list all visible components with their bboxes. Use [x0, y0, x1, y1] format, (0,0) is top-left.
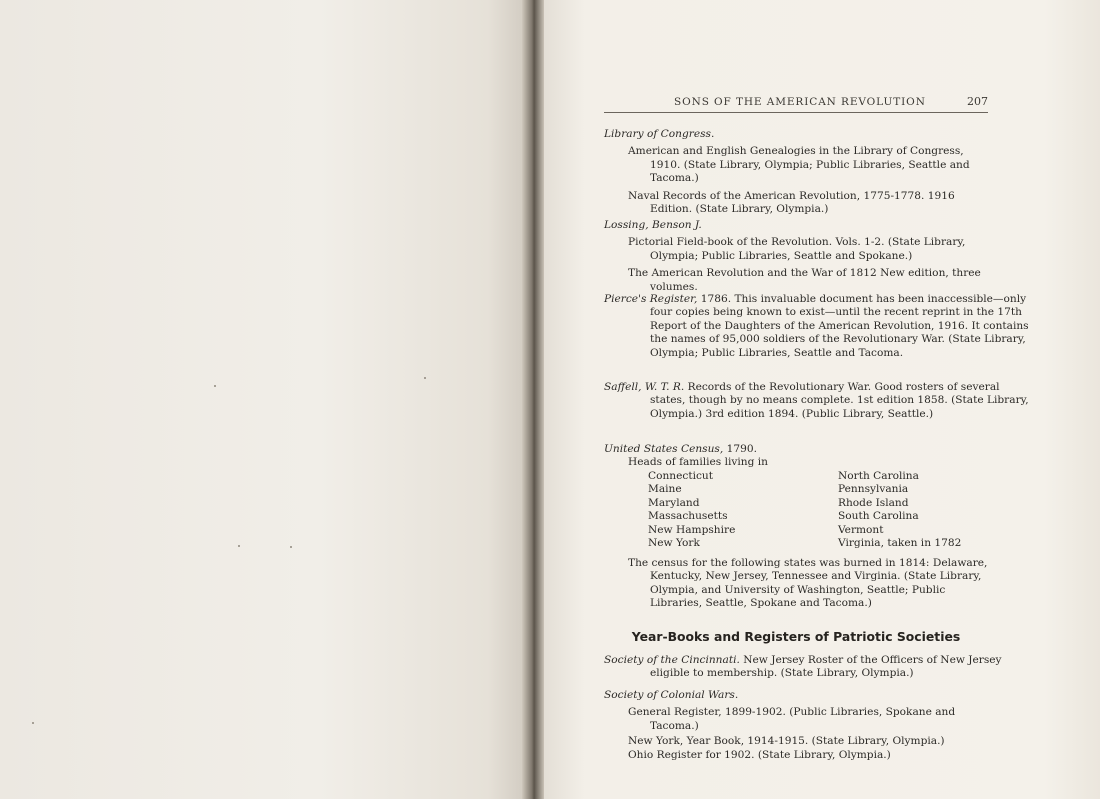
paper-speck	[32, 722, 34, 724]
entry-work: New York, Year Book, 1914-1915. (State Library, Olympia.)	[628, 735, 945, 748]
left-page	[0, 0, 530, 799]
running-head	[604, 94, 988, 113]
state-name: New Hampshire	[648, 523, 736, 536]
book-gutter	[522, 0, 544, 799]
state-name: Maine	[648, 483, 682, 496]
state-name: Virginia, taken in 1782	[838, 536, 962, 549]
paper-speck	[238, 545, 240, 547]
state-column-left	[648, 470, 735, 550]
entry-author: Society of the Cincinnati.	[604, 654, 740, 666]
paper-speck	[214, 385, 216, 387]
running-head-title: SONS OF THE AMERICAN REVOLUTION	[674, 96, 926, 108]
bibliography-entry	[604, 293, 1034, 360]
bibliography-entry	[604, 219, 988, 294]
entry-work: The American Revolution and the War of 1812 New edition, three volumes.	[628, 267, 981, 293]
bibliography-entry	[604, 381, 1034, 421]
page-number: 207	[967, 95, 988, 108]
state-name: Connecticut	[648, 470, 713, 482]
state-name: North Carolina	[838, 470, 919, 482]
entry-author: United States Census,	[604, 443, 724, 455]
state-name: Pennsylvania	[838, 483, 909, 496]
entry-work: Pictorial Field-book of the Revolution. Vols. 1-2. (State Library, Olympia; Public Libraries, Seattle and Spokane.)	[628, 236, 966, 262]
state-name: South Carolina	[838, 510, 919, 523]
entry-author: Lossing, Benson J.	[604, 219, 702, 231]
state-name: New York	[648, 536, 700, 549]
state-name: Massachusetts	[648, 510, 728, 523]
entry-author: Library of Congress.	[604, 128, 715, 140]
entry-text: 1790.	[726, 443, 757, 455]
census-intro: Heads of families living in	[628, 456, 768, 469]
entry-work: Ohio Register for 1902. (State Library, Olympia.)	[628, 748, 891, 761]
bibliography-entry	[604, 689, 988, 762]
state-column-right	[838, 470, 961, 550]
bibliography-entry	[604, 443, 988, 470]
bibliography-entry	[604, 654, 1034, 681]
paper-speck	[290, 546, 292, 548]
entry-author: Pierce's Register,	[604, 293, 698, 305]
entry-work: General Register, 1899-1902. (Public Libraries, Spokane and Tacoma.)	[628, 706, 956, 732]
entry-author: Society of Colonial Wars.	[604, 689, 739, 701]
state-name: Rhode Island	[838, 496, 909, 509]
census-note	[604, 557, 988, 611]
entry-text: New Jersey Roster of the Officers of New Jersey eligible to membership. (State Library, Olympia.)	[650, 654, 1002, 680]
entry-work: American and English Genealogies in the Library of Congress, 1910. (State Library, Olympia; Public Libraries, Seattle and Tacoma.)	[628, 145, 970, 185]
bibliography-entry	[604, 128, 988, 216]
paper-speck	[424, 377, 426, 379]
state-name: Maryland	[648, 496, 700, 509]
section-heading: Year-Books and Registers of Patriotic Societies	[631, 629, 961, 644]
entry-text: 1786. This invaluable document has been inaccessible—only four copies being known to exist—until the recent reprint in the 17th Report of the Daughters of the American Revolution, 1916. It contains the names of 95,000 soldiers of the Revolutionary War. (State Library, Olympia; Public Libraries, Seattle and Tacoma.	[650, 293, 1029, 359]
census-note-text: The census for the following states was burned in 1814: Delaware, Kentucky, New Jersey, Tennessee and Virginia. (State Library, Olympia, and University of Washington, Seattle; Public Libraries, Seattle, Spokane and Tacoma.)	[628, 557, 988, 610]
entry-author: Saffell, W. T. R.	[604, 381, 685, 393]
entry-work: Naval Records of the American Revolution, 1775-1778. 1916 Edition. (State Library, Olympia.)	[628, 189, 955, 216]
state-name: Vermont	[838, 523, 884, 536]
entry-text: Records of the Revolutionary War. Good rosters of several states, though by no means complete. 1st edition 1858. (State Library, Olympia.) 3rd edition 1894. (Public Library, Seattle.)	[650, 381, 1029, 420]
